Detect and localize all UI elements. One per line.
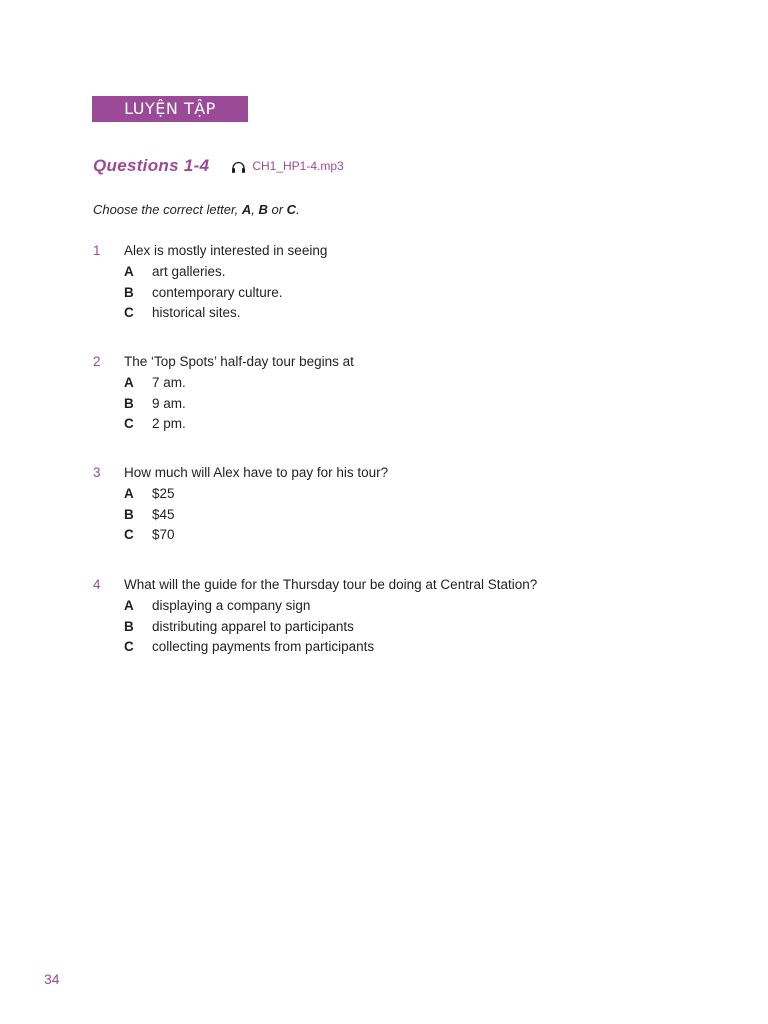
option-letter: C [124, 527, 134, 543]
question-number: 2 [93, 354, 101, 369]
option-text: 2 pm. [152, 416, 186, 432]
section-banner: LUYỆN TẬP [92, 96, 248, 122]
question-text: Alex is mostly interested in seeing [124, 243, 328, 258]
question-text: The ‘Top Spots’ half-day tour begins at [124, 354, 354, 369]
option-c[interactable] [124, 304, 733, 321]
question-number: 4 [93, 577, 101, 592]
option-letter: B [124, 506, 134, 522]
option-letter: B [124, 284, 134, 300]
option-letter: C [124, 639, 134, 655]
option-a[interactable] [124, 374, 733, 391]
option-letter: A [124, 597, 134, 613]
option-text: displaying a company sign [152, 597, 311, 613]
question-3 [93, 464, 733, 543]
option-letter: A [124, 374, 134, 390]
option-b[interactable] [124, 506, 733, 523]
option-letter: B [124, 395, 134, 411]
option-c[interactable] [124, 415, 733, 432]
option-text: art galleries. [152, 263, 226, 279]
option-b[interactable] [124, 618, 733, 635]
questions-title: Questions 1-4 [93, 156, 210, 175]
option-b[interactable] [124, 284, 733, 301]
option-a[interactable] [124, 597, 733, 614]
questions-header [93, 155, 344, 177]
headphones-icon [231, 161, 246, 173]
option-text: $25 [152, 485, 175, 501]
option-letter: A [124, 263, 134, 279]
option-b[interactable] [124, 395, 733, 412]
option-text: $45 [152, 506, 175, 522]
option-text: $70 [152, 527, 175, 543]
option-text: 7 am. [152, 374, 186, 390]
option-letter: C [124, 416, 134, 432]
audio-filename: CH1_HP1-4.mp3 [252, 159, 344, 173]
question-number: 1 [93, 243, 101, 258]
question-text: What will the guide for the Thursday tour be doing at Central Station? [124, 577, 538, 592]
page-number: 34 [44, 971, 60, 987]
option-a[interactable] [124, 263, 733, 280]
option-text: distributing apparel to participants [152, 618, 354, 634]
question-text: How much will Alex have to pay for his tour? [124, 465, 389, 480]
option-a[interactable] [124, 485, 733, 502]
option-letter: B [124, 618, 134, 634]
option-letter: A [124, 485, 134, 501]
instructions: Choose the correct letter, A, B or C. [93, 202, 300, 217]
audio-link[interactable] [231, 159, 343, 173]
question-number: 3 [93, 465, 101, 480]
option-c[interactable] [124, 526, 733, 543]
question-4 [93, 576, 733, 655]
option-letter: C [124, 305, 134, 321]
question-1 [93, 242, 733, 321]
question-2 [93, 353, 733, 432]
option-c[interactable] [124, 638, 733, 655]
option-text: historical sites. [152, 305, 241, 321]
option-text: contemporary culture. [152, 284, 283, 300]
option-text: collecting payments from participants [152, 639, 375, 655]
option-text: 9 am. [152, 395, 186, 411]
